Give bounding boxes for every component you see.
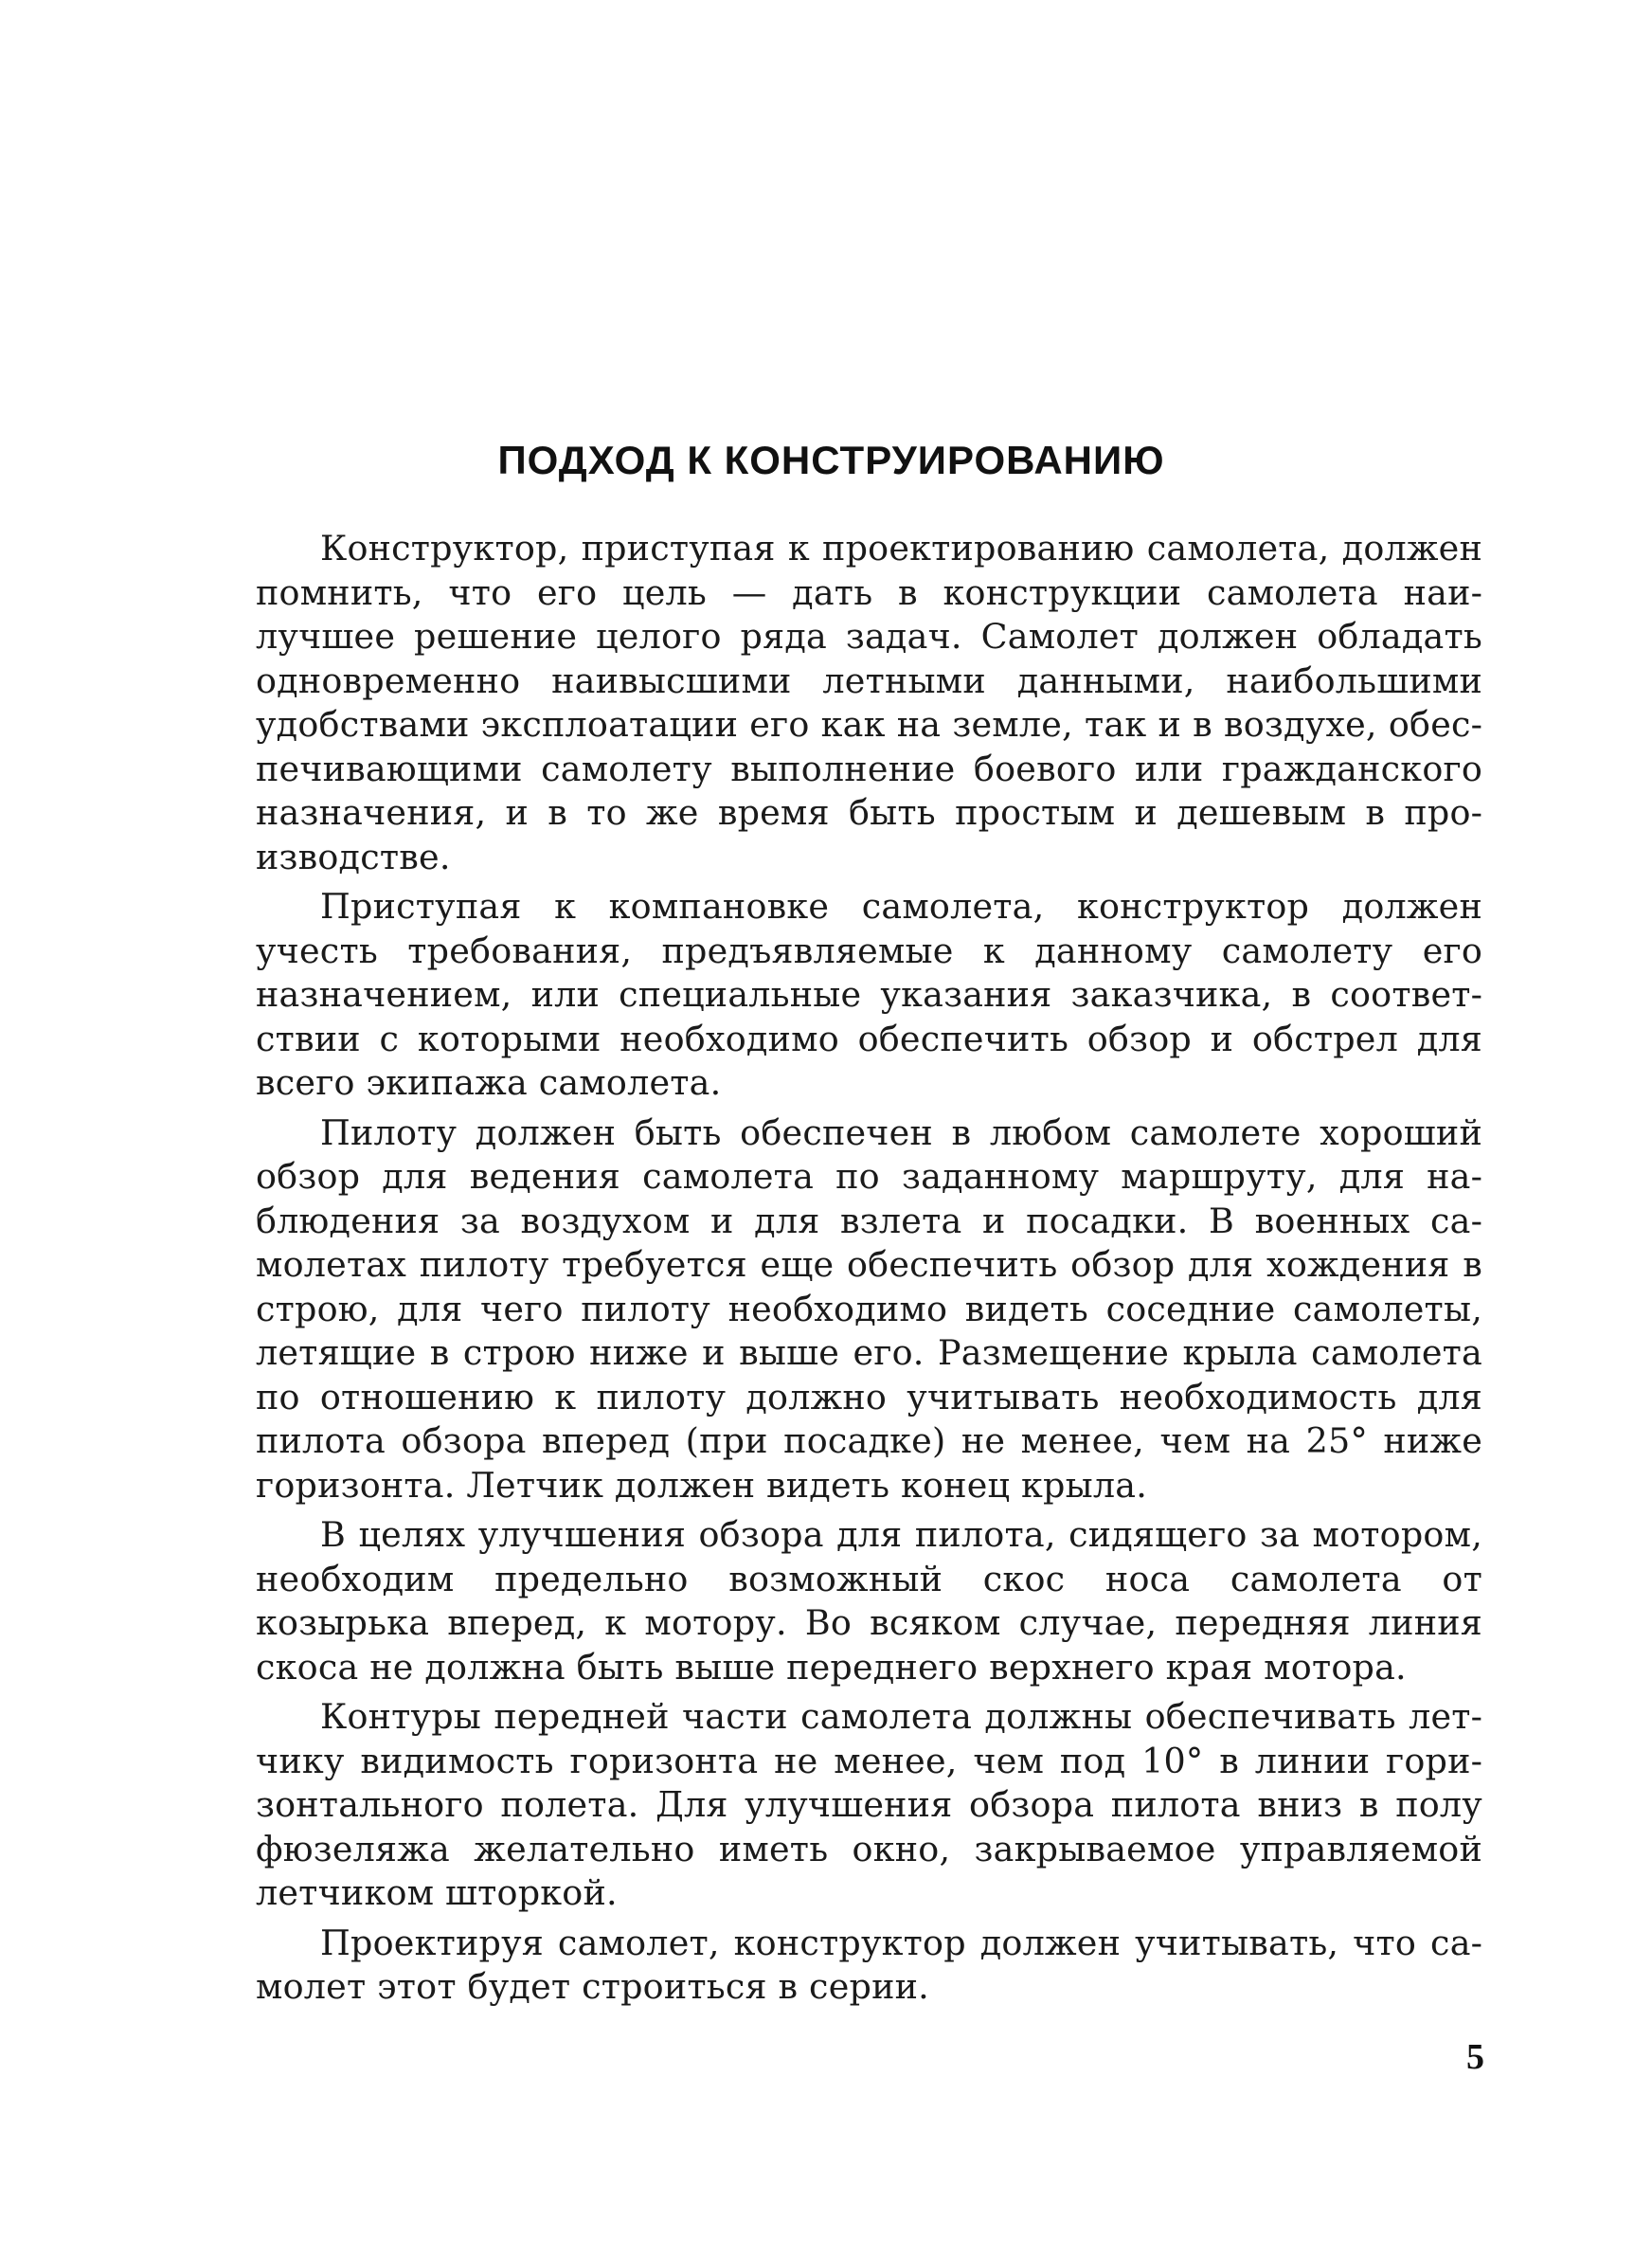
paragraph-6: Проектируя самолет, конструктор должен учитывать, что самолет этот будет строиться в серии.: [256, 1922, 1482, 2007]
page-title: ПОДХОД К КОНСТРУИРОВАНИЮ: [497, 438, 1165, 482]
paragraph-1: Конструктор, приступая к проектированию самолета, должен помнить, что его цель — дать в конструкции самолета наилучшее решение целого ряда задач. Самолет должен обладать одновременно наивысшими летными данными, наибольшими удобствами эксплоатации его как на земле, так и в воздухе, обеспечивающими самолету выполнение боевого или гражданского назначения, и в то же время быть простым и дешевым в производстве.: [256, 528, 1482, 877]
paragraph-2: Приступая к компановке самолета, конструктор должен учесть требования, предъявляемые к данному самолету его назначением, или специальные указания заказчика, в соответствии с которыми необходимо обеспечить обзор и обстрел для всего экипажа самолета.: [256, 886, 1482, 1103]
paragraph-5: Контуры передней части самолета должны обеспечивать летчику видимость горизонта не менее, чем под 10° в линии горизонтального полета. Для улучшения обзора пилота вниз в полу фюзеляжа желательно иметь окно, закрываемое управляемой летчиком шторкой.: [256, 1696, 1482, 1913]
paragraph-3: Пилоту должен быть обеспечен в любом самолете хороший обзор для ведения самолета по заданному маршруту, для наблюдения за воздухом и для взлета и посадки. В военных самолетах пилоту требуется еще обеспечить обзор для хождения в строю, для чего пилоту необходимо видеть соседние самолеты, летящие в строю ниже и выше его. Размещение крыла самолета по отношению к пилоту должно учитывать необходимость для пилота обзора вперед (при посадке) не менее, чем на 25° ниже горизонта. Летчик должен видеть конец крыла.: [256, 1111, 1482, 1506]
page-number: 5: [1466, 2037, 1484, 2077]
body-text: [256, 527, 1482, 2015]
paragraph-4: В целях улучшения обзора для пилота, сидящего за мотором, необходим предельно возможный скос носа самолета от козырька вперед, к мотору. Во всяком случае, передняя линия скоса не должна быть выше переднего верхнего края мотора.: [256, 1514, 1482, 1688]
